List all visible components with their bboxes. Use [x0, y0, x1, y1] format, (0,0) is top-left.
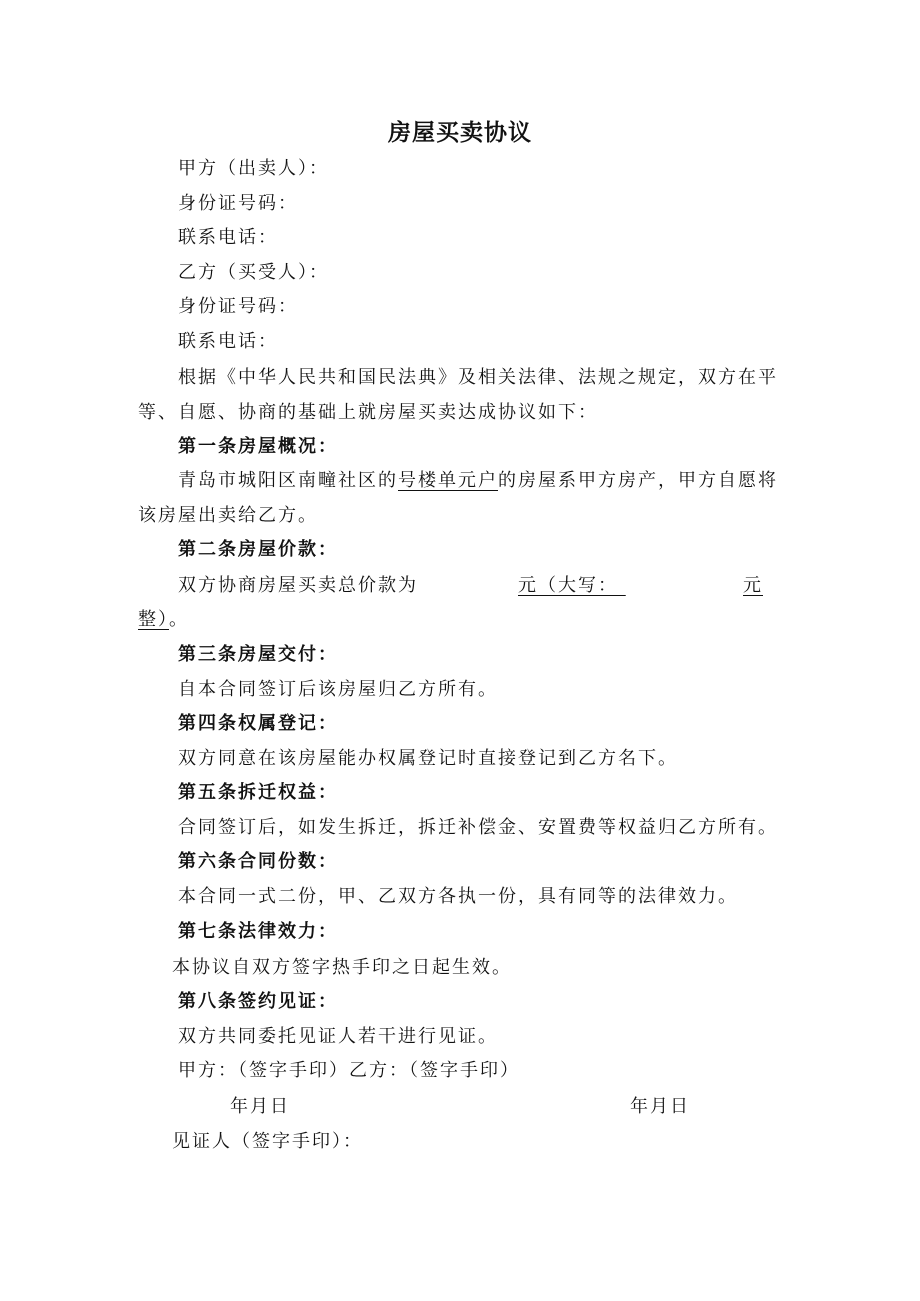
article-3-body: 自本合同签订后该房屋归乙方所有。 — [178, 679, 498, 700]
article-2-price-text: 双方协商房屋买卖总价款为 — [178, 575, 418, 596]
article-5-body: 合同签订后，如发生拆迁，拆迁补偿金、安置费等权益归乙方所有。 — [178, 817, 778, 838]
party-b-id-label: 身份证号码： — [178, 296, 298, 317]
article-8-heading: 第八条签约见证： — [178, 991, 338, 1012]
article-1-line-2: 该房屋出卖给乙方。 — [138, 505, 318, 526]
article-2-heading: 第二条房屋价款： — [178, 539, 338, 560]
article-2-whole-text: 整） — [138, 609, 169, 630]
article-2-yuan-end: 元 — [743, 575, 763, 596]
article-7-heading: 第七条法律效力： — [178, 921, 338, 942]
article-1-unit-blank: 号楼单元户 — [398, 470, 498, 491]
party-a-phone-label: 联系电话： — [178, 227, 278, 248]
article-1-line-1 — [178, 464, 778, 498]
date-right: 年月日 — [630, 1096, 690, 1117]
article-4-heading: 第四条权属登记： — [178, 713, 338, 734]
preamble-line-2: 等、自愿、协商的基础上就房屋买卖达成协议如下： — [138, 402, 598, 423]
article-2-period: 。 — [169, 609, 189, 630]
article-2-amount-blank — [618, 569, 743, 603]
party-a-id-label: 身份证号码： — [178, 193, 298, 214]
party-b-phone-label: 联系电话： — [178, 331, 278, 352]
article-2-yuan-text: 元（大写： — [518, 575, 618, 596]
article-3-heading: 第三条房屋交付： — [178, 644, 338, 665]
party-b-label: 乙方（买受人）： — [178, 262, 329, 283]
document-title: 房屋买卖协议 — [388, 120, 532, 146]
witness-line: 见证人（签字手印）： — [172, 1131, 363, 1152]
article-6-body: 本合同一式二份，甲、乙双方各执一份，具有同等的法律效力。 — [178, 886, 738, 907]
article-8-body: 双方共同委托见证人若干进行见证。 — [178, 1026, 498, 1047]
article-4-body: 双方同意在该房屋能办权属登记时直接登记到乙方名下。 — [178, 748, 678, 769]
party-a-label: 甲方（出卖人）： — [178, 158, 329, 179]
article-6-heading: 第六条合同份数： — [178, 851, 338, 872]
article-1-location-text: 青岛市城阳区南疃社区的 — [178, 470, 398, 491]
signature-line: 甲方：（签字手印）乙方：（签字手印） — [178, 1060, 520, 1081]
date-left: 年月日 — [230, 1096, 290, 1117]
article-2-line-1 — [178, 569, 763, 603]
article-1-ownership-text: 的房屋系甲方房产，甲方自愿将 — [498, 470, 778, 491]
article-2-line-2 — [138, 603, 189, 637]
article-5-heading: 第五条拆迁权益： — [178, 782, 338, 803]
article-7-body: 本协议自双方签字热手印之日起生效。 — [172, 957, 512, 978]
article-1-heading: 第一条房屋概况： — [178, 436, 338, 457]
preamble-line-1: 根据《中华人民共和国民法典》及相关法律、法规之规定，双方在平 — [178, 367, 778, 388]
